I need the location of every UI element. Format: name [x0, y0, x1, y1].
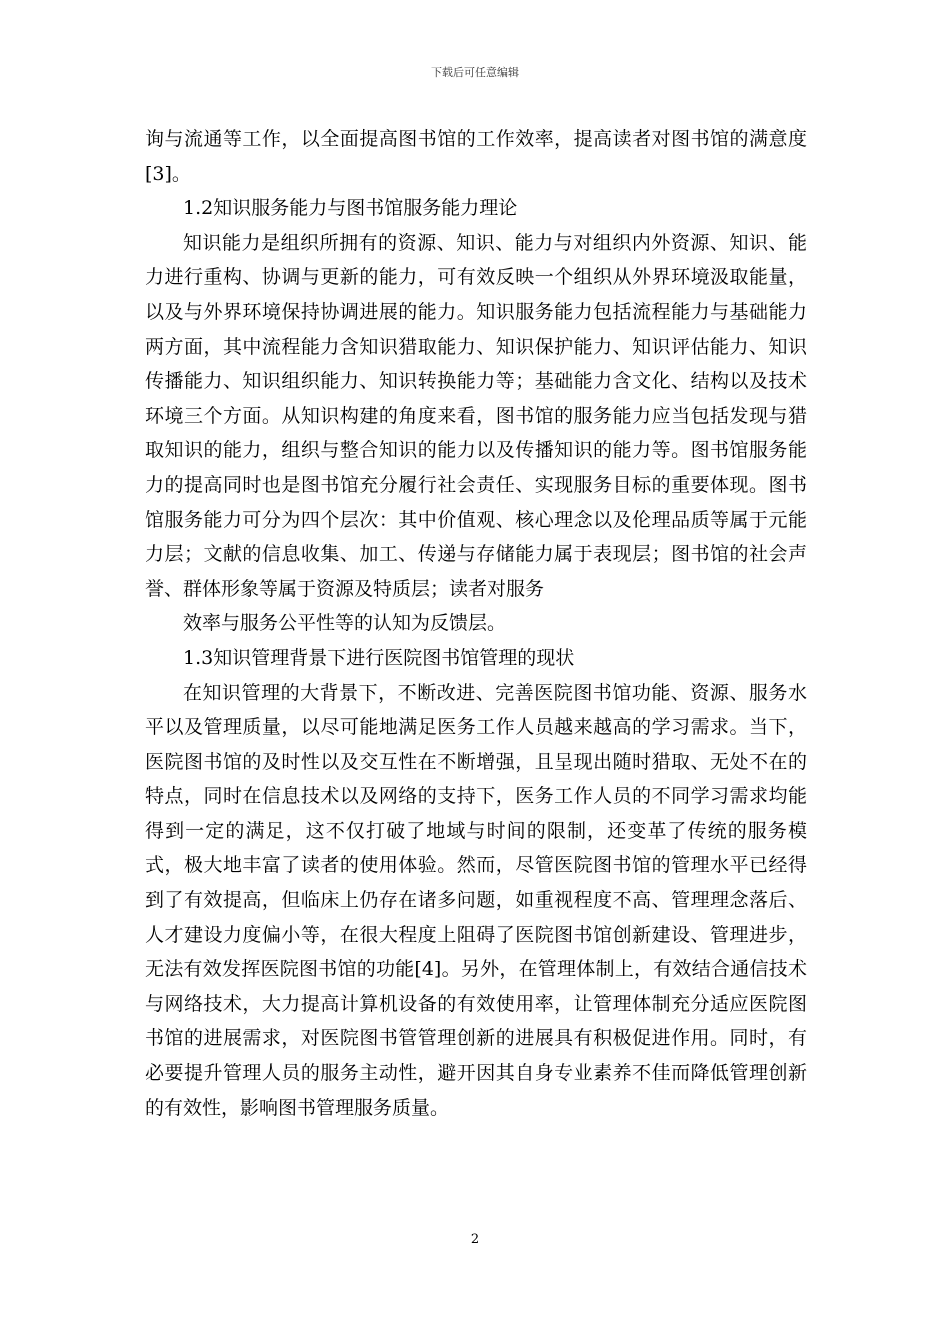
- paragraph-knowledge-ability: 知识能力是组织所拥有的资源、知识、能力与对组织内外资源、知识、能力进行重构、协调与更新的能力，可有效反映一个组织从外界环境汲取能量，以及与外界环境保持协调进展的能力。知识服务能力包括流程能力与基础能力两方面，其中流程能力含知识猎取能力、知识保护能力、知识评估能力、知识传播能力、知识组织能力、知识转换能力等；基础能力含文化、结构以及技术环境三个方面。从知识构建的角度来看，图书馆的服务能力应当包括发现与猎取知识的能力，组织与整合知识的能力以及传播知识的能力等。图书馆服务能力的提高同时也是图书馆充分履行社会责任、实现服务目标的重要体现。图书馆服务能力可分为四个层次：其中价值观、核心理念以及伦理品质等属于元能力层；文献的信息收集、加工、传递与存储能力属于表现层；图书馆的社会声誉、群体形象等属于资源及特质层；读者对服务: [145, 231, 807, 600]
- page-header: 下载后可任意编辑: [431, 66, 519, 79]
- document-body: [145, 122, 807, 1125]
- section-heading-1-3: 1.3知识管理背景下进行医院图书馆管理的现状: [183, 646, 575, 669]
- page-number: 2: [470, 1232, 480, 1247]
- section-heading-1-2: 1.2知识服务能力与图书馆服务能力理论: [183, 197, 518, 220]
- paragraph-feedback-layer: 效率与服务公平性等的认知为反馈层。: [183, 612, 507, 635]
- paragraph-continuation: 询与流通等工作，以全面提高图书馆的工作效率，提高读者对图书馆的满意度[3]。: [145, 128, 807, 185]
- paragraph-management-status: 在知识管理的大背景下，不断改进、完善医院图书馆功能、资源、服务水平以及管理质量，以尽可能地满足医务工作人员越来越高的学习需求。当下，医院图书馆的及时性以及交互性在不断增强，且呈现出随时猎取、无处不在的特点，同时在信息技术以及网络的支持下，医务工作人员的不同学习需求均能得到一定的满足，这不仅打破了地域与时间的限制，还变革了传统的服务模式，极大地丰富了读者的使用体验。然而，尽管医院图书馆的管理水平已经得到了有效提高，但临床上仍存在诸多问题，如重视程度不高、管理理念落后、人才建设力度偏小等，在很大程度上阻碍了医院图书馆创新建设、管理进步，无法有效发挥医院图书馆的功能[4]。另外，在管理体制上，有效结合通信技术与网络技术，大力提高计算机设备的有效使用率，让管理体制充分适应医院图书馆的进展需求，对医院图书管管理创新的进展具有积极促进作用。同时，有必要提升管理人员的服务主动性，避开因其自身专业素养不佳而降低管理创新的有效性，影响图书管理服务质量。: [145, 681, 807, 1119]
